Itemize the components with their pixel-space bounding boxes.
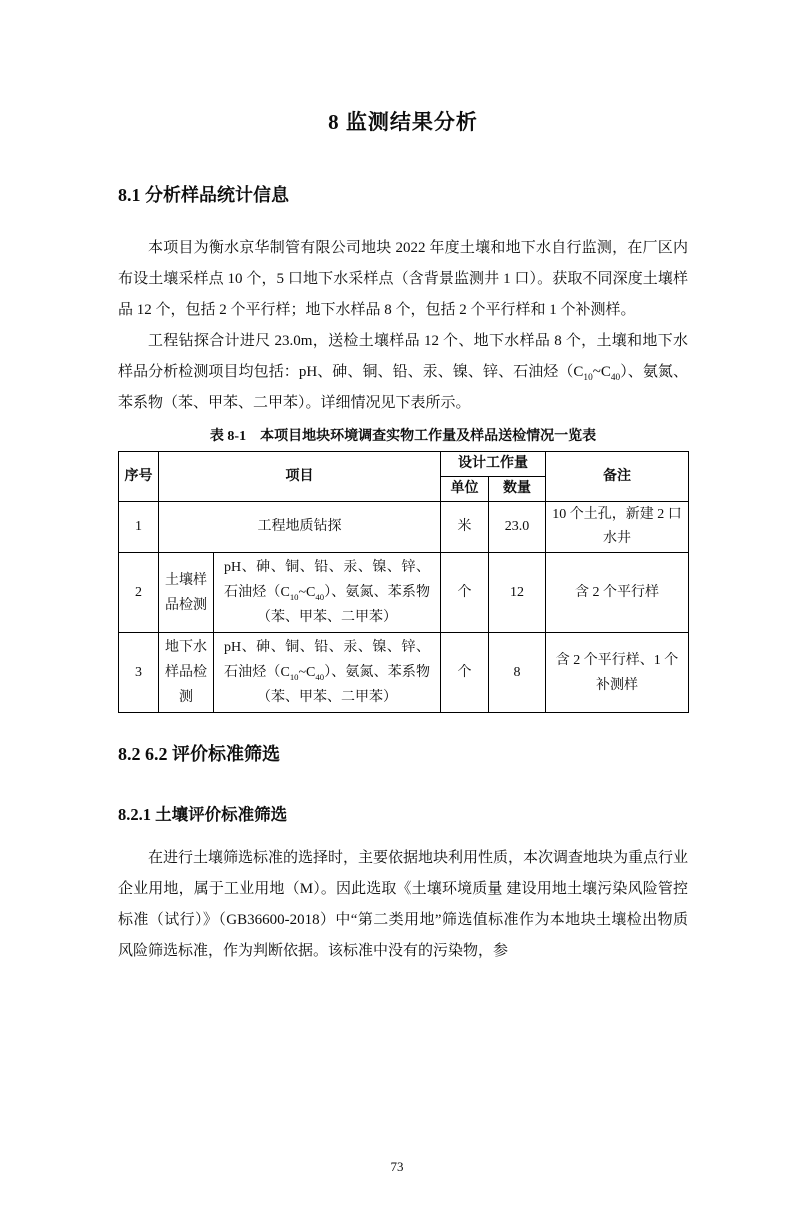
cell-remark: 含 2 个平行样、1 个补测样 [546, 633, 689, 713]
cell-item-category: 土壤样品检测 [159, 553, 214, 633]
cell-quantity: 8 [489, 633, 546, 713]
analysis-items-after: ）、氨氮、苯系物（苯、甲苯、二甲苯） [257, 665, 431, 705]
header-quantity: 数量 [489, 477, 546, 502]
header-index: 序号 [119, 452, 159, 502]
table-8-1-caption: 表 8-1 本项目地块环境调查实物工作量及样品送检情况一览表 [209, 429, 597, 444]
petroleum-c10-subscript: 10 [583, 373, 593, 383]
petroleum-c40-subscript: 40 [315, 671, 325, 682]
analysis-items-after: ）、氨氮、苯系物（苯、甲苯、二甲苯） [257, 585, 431, 625]
table-header-row-1 [119, 452, 689, 477]
section-8-2-heading: 8.2 6.2 评价标准筛选 [118, 744, 280, 764]
cell-unit: 个 [441, 633, 489, 713]
drilling-text-before: 工程钻探合计进尺 23.0m，送检土壤样品 12 个、地下水样品 8 个，土壤和地下水样品分析检测项目均包括：pH、砷、铜、铅、汞、镍、锌、石油烃（C [118, 333, 688, 380]
petroleum-c10-subscript: 10 [289, 591, 299, 602]
section-8-1-heading: 8.1 分析样品统计信息 [118, 185, 289, 205]
cell-unit: 米 [441, 502, 489, 553]
cell-remark: 10 个土孔，新建 2 口水井 [546, 502, 689, 553]
petroleum-c40-subscript: 40 [315, 591, 325, 602]
chapter-title: 8 监测结果分析 [328, 110, 478, 134]
cell-remark: 含 2 个平行样 [546, 553, 689, 633]
cell-index: 3 [119, 633, 159, 713]
petroleum-c40-subscript: 40 [610, 373, 621, 383]
header-remark: 备注 [546, 452, 689, 502]
cell-quantity: 12 [489, 553, 546, 633]
table-row [119, 502, 689, 553]
header-design-workload: 设计工作量 [441, 452, 546, 477]
section-8-2-1-heading: 8.2.1 土壤评价标准筛选 [118, 805, 288, 824]
table-8-1 [118, 451, 689, 713]
paragraph-soil-standard: 在进行土壤筛选标准的选择时，主要依据地块利用性质，本次调查地块为重点行业企业用地，属于工业用地（M）。因此选取《土壤环境质量 建设用地土壤污染风险管控标准（试行）》（GB36600-2018）中“第二类用地”筛选值标准作为本地块土壤检出物质风险筛选标准，作为判断依据。该标准中没有的污染物，参 [118, 850, 689, 959]
page-number: 73 [390, 1159, 404, 1174]
cell-unit: 个 [441, 553, 489, 633]
analysis-items-before: pH、砷、铜、铅、汞、镍、锌、石油烃（C [224, 640, 430, 680]
cell-item: 工程地质钻探 [159, 502, 441, 553]
drilling-text-after: ）、氨氮、苯系物（苯、甲苯、二甲苯）。详细情况见下表所示。 [118, 364, 688, 411]
header-item: 项目 [159, 452, 441, 502]
analysis-items-before: pH、砷、铜、铅、汞、镍、锌、石油烃（C [224, 560, 430, 600]
analysis-items-between: ~C [298, 585, 316, 600]
table-row [119, 553, 689, 633]
cell-item-category: 地下水样品检测 [159, 633, 214, 713]
drilling-text-between: ~C [592, 364, 611, 380]
cell-index: 1 [119, 502, 159, 553]
table-row [119, 633, 689, 713]
document-page [0, 106, 794, 1229]
cell-quantity: 23.0 [489, 502, 546, 553]
cell-analysis-items [214, 633, 441, 713]
paragraph-sampling-overview: 本项目为衡水京华制管有限公司地块 2022 年度土壤和地下水自行监测，在厂区内布设土壤采样点 10 个，5 口地下水采样点（含背景监测井 1 口）。获取不同深度土壤样品 12 个，包括 2 个平行样；地下水样品 8 个，包括 2 个平行样和 1 个补测样。 [118, 240, 688, 318]
header-unit: 单位 [441, 477, 489, 502]
analysis-items-between: ~C [298, 665, 316, 680]
cell-index: 2 [119, 553, 159, 633]
petroleum-c10-subscript: 10 [289, 671, 299, 682]
paragraph-drilling-summary [118, 326, 688, 419]
cell-analysis-items [214, 553, 441, 633]
